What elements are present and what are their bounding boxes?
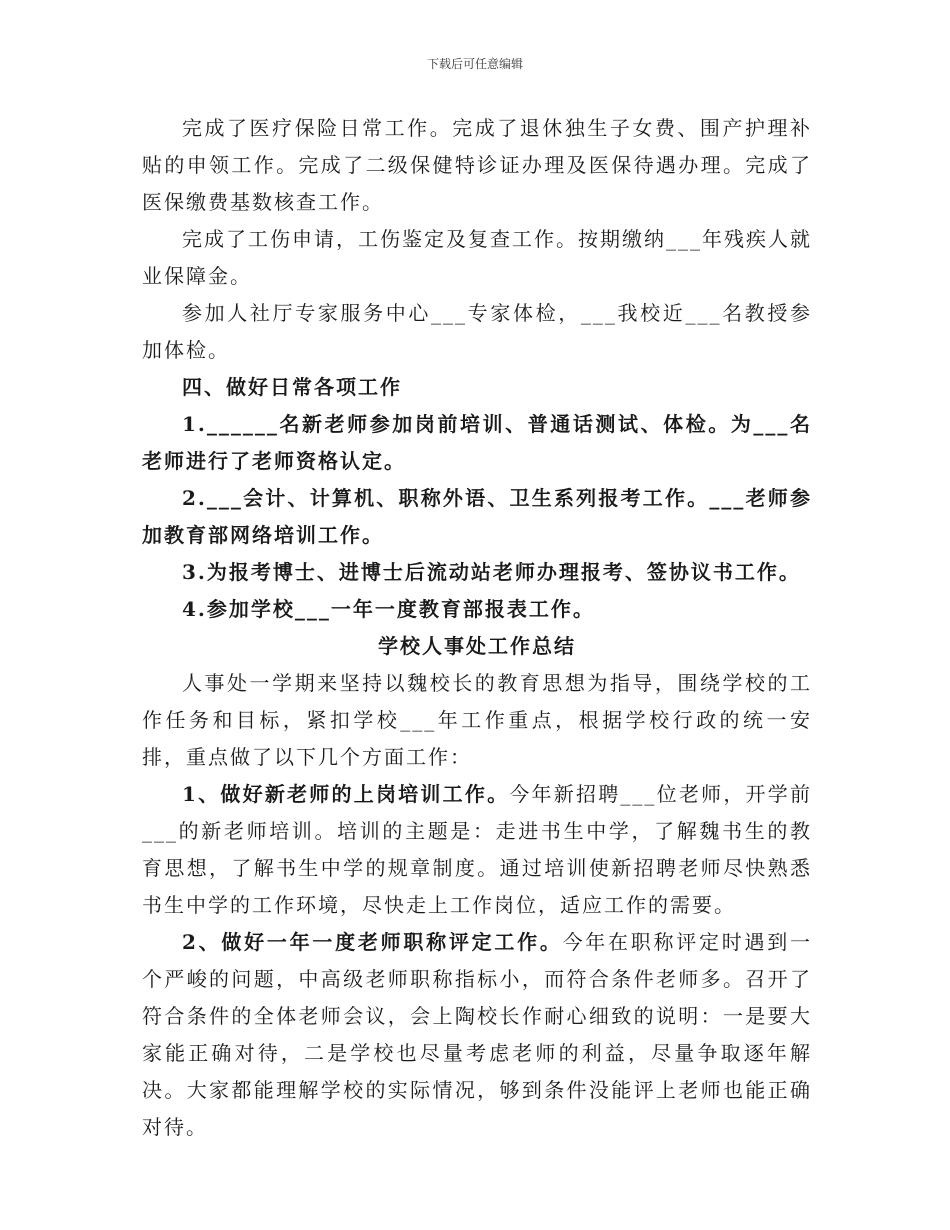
paragraph-lead: 2、做好一年一度老师职称评定工作。: [182, 930, 563, 954]
paragraph: 人事处一学期来坚持以魏校长的教育思想为指导，围绕学校的工作任务和目标，紧扣学校___年工作重点，根据学校行政的统一安排，重点做了以下几个方面工作：: [142, 671, 812, 769]
list-item: 1.______名新老师参加岗前培训、普通话测试、体检。为___名老师进行了老师资格认定。: [142, 412, 812, 473]
list-item: 4.参加学校___一年一度教育部报表工作。: [182, 597, 595, 621]
list-item: 3.为报考博士、进博士后流动站老师办理报考、签协议书工作。: [182, 560, 801, 584]
page-header: 下载后可任意编辑: [426, 57, 523, 71]
paragraph-text: 今年新招聘___位老师，开学前___的新老师培训。培训的主题是：走进书生中学，了解魏书生的教育思想，了解书生中学的规章制度。通过培训使新招聘老师尽快熟悉书生中学的工作环境，尽快走上工作岗位，适应工作的需要。: [142, 782, 812, 917]
list-item: 2.___会计、计算机、职称外语、卫生系列报考工作。___老师参加教育部网络培训工作。: [142, 486, 812, 547]
paragraph: 完成了工伤申请，工伤鉴定及复查工作。按期缴纳___年残疾人就业保障金。: [142, 227, 812, 288]
document-title: 学校人事处工作总结: [378, 634, 576, 658]
paragraph-lead: 1、做好新老师的上岗培训工作。: [182, 782, 510, 806]
paragraph: 完成了医疗保险日常工作。完成了退休独生子女费、围产护理补贴的申领工作。完成了二级保健特诊证办理及医保待遇办理。完成了医保缴费基数核查工作。: [142, 116, 812, 214]
paragraph: [142, 776, 812, 924]
paragraph: 参加人社厅专家服务中心___专家体检，___我校近___名教授参加体检。: [142, 301, 812, 362]
section-heading: 四、做好日常各项工作: [182, 375, 402, 399]
document-body: [142, 110, 812, 1146]
paragraph: [142, 924, 812, 1146]
paragraph-text: 今年在职称评定时遇到一个严峻的问题，中高级老师职称指标小，而符合条件老师多。召开了符合条件的全体老师会议，会上陶校长作耐心细致的说明：一是要大家能正确对待，二是学校也尽量考虑老师的利益，尽量争取逐年解决。大家都能理解学校的实际情况，够到条件没能评上老师也能正确对待。: [142, 930, 812, 1139]
